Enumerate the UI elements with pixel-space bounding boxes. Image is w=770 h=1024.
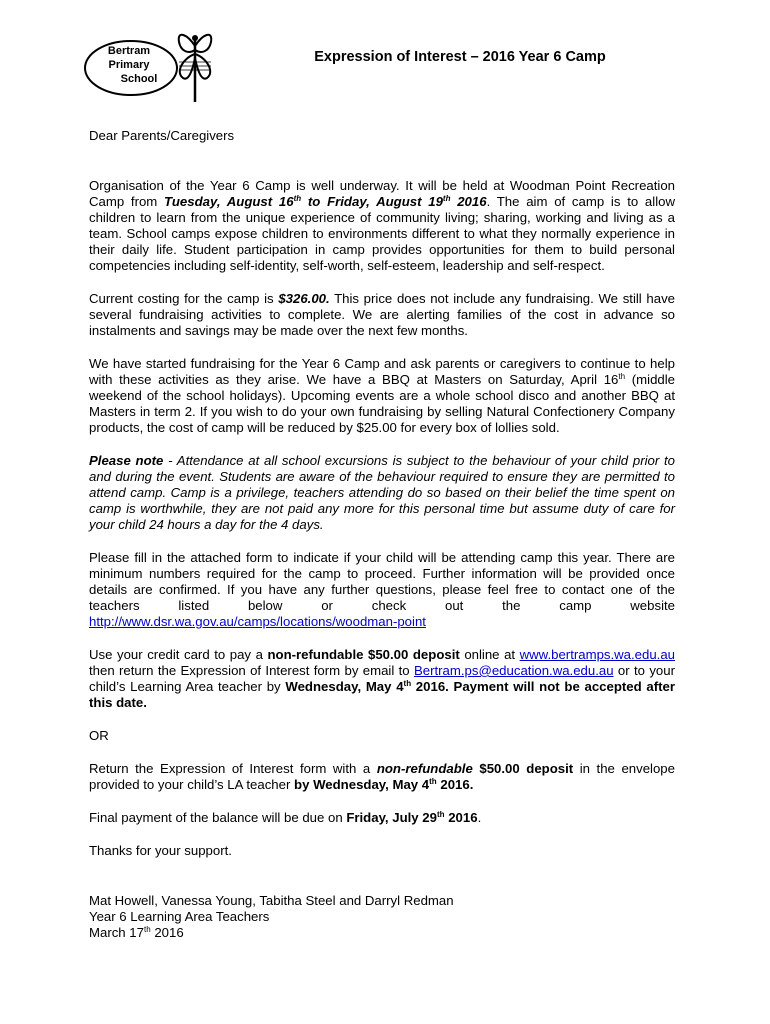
paragraph-text: (middle weekend of the school holidays). Upcoming events are a whole school disco and another BBQ at Masters in term 2. If you wish to do your own fundraising by selling Natural Confectionery Company products, the cost of camp will be reduced by $25.00 for every box of lollies sold. (89, 372, 676, 435)
deadline-date: Wednesday, May 4 (285, 679, 404, 694)
paragraph-fundraising (89, 356, 675, 436)
paragraph-text: Final payment of the balance will be due on (89, 810, 347, 825)
paragraph-final-payment (89, 810, 675, 826)
camp-start-date: Tuesday, August 16 (164, 194, 294, 209)
paragraph-text: Organisation of the Year 6 Camp is well underway. It will be held at Woodman Point Recreation Camp from (89, 178, 675, 209)
ordinal-suffix: th (618, 372, 626, 381)
letter-body (89, 128, 675, 941)
paragraph-text: This price does not include any fundraising. We still have several fundraising activities to complete. We are alerting families of the cost in advance so instalments and savings may be made over the next few months. (89, 291, 676, 338)
thanks-line: Thanks for your support. (89, 843, 232, 858)
page-title: Expression of Interest – 2016 Year 6 Camp (314, 49, 606, 65)
camp-website-line (89, 614, 675, 630)
paragraph-text: Return the Expression of Interest form with a (89, 761, 377, 776)
paragraph-text: Please fill in the attached form to indicate if your child will be attending camp this year. There are minimum numbers required for the camp to proceed. Further information will be provided once details are confirmed. If you have any further questions, please feel free to contact one of the teachers listed below or check out the camp website (89, 550, 675, 613)
paragraph-attached-form (89, 550, 675, 614)
or-separator: OR (89, 728, 109, 743)
please-note-text: - Attendance at all school excursions is subject to the behaviour of your child prior to and during the event. Students are aware of the behaviour required to ensure they are permitted to attend camp. Camp is a privilege, teachers attending do so based on their belief the time spent on camp is worthwhile, they are not paid any more for this personal time but assume duty of care for your child 24 hours a day for the 4 days. (89, 453, 675, 532)
camp-end-date: to Friday, August 19 (301, 194, 443, 209)
camp-website-link[interactable]: http://www.dsr.wa.gov.au/camps/locations/woodman-point (89, 614, 426, 629)
signature-names: Mat Howell, Vanessa Young, Tabitha Steel and Darryl Redman (89, 893, 454, 908)
paragraph-text: . The aim of camp is to allow children to learn from the unique experience of community living; sharing, working and living as a team. School camps expose children to environments different to what they normally experience in their daily life. Student participation in camp provides opportunities for them to build personal competencies including self-identity, self-worth, self-esteem, leadership and self-respect. (89, 194, 675, 273)
paragraph-text: We have started fundraising for the Year 6 Camp and ask parents or caregivers to continue to help with these activities as they arise. We have a BBQ at Masters on Saturday, April 16 (89, 356, 675, 387)
signature-year: 2016 (150, 925, 184, 940)
paragraph-credit-card (89, 647, 675, 711)
non-refundable-label: non-refundable (376, 761, 473, 776)
ordinal-suffix: th (403, 679, 412, 688)
school-logo (83, 32, 218, 104)
paragraph-camp-overview (89, 178, 675, 274)
deposit-amount: $50.00 deposit (472, 761, 574, 776)
paragraph-text: in the envelope provided to your child’s LA teacher (89, 761, 675, 792)
ordinal-suffix: th (143, 925, 151, 934)
signature-role: Year 6 Learning Area Teachers (89, 909, 270, 924)
final-payment-year: 2016 (444, 810, 478, 825)
logo-line-2: Primary (108, 59, 150, 71)
camp-year: 2016 (450, 194, 487, 209)
signature-date-text: March 17 (89, 925, 144, 940)
paragraph-text: Use your credit card to pay a (89, 647, 268, 662)
please-note-label: Please note (89, 453, 164, 468)
paragraph-text: . (477, 810, 482, 825)
final-payment-date: Friday, July 29 (346, 810, 437, 825)
deadline-note: 2016. Payment will not be accepted after this date. (89, 679, 675, 710)
paragraph-please-note (89, 453, 675, 533)
paragraph-text: online at (459, 647, 520, 662)
school-website-link[interactable]: www.bertramps.wa.edu.au (519, 647, 676, 662)
paragraph-envelope (89, 761, 675, 793)
deadline-date: by Wednesday, May 4 (294, 777, 430, 792)
paragraph-text: then return the Expression of Interest form by email to (89, 663, 414, 678)
dragonfly-logo-icon (83, 32, 218, 104)
deadline-year: 2016. (436, 777, 474, 792)
paragraph-costing (89, 291, 675, 339)
ordinal-suffix: th (293, 194, 302, 203)
paragraph-text: or to your child’s Learning Area teacher by (89, 663, 675, 694)
logo-line-1: Bertram (107, 45, 151, 57)
ordinal-suffix: th (442, 194, 451, 203)
camp-cost: $326.00. (278, 291, 330, 306)
paragraph-text: Current costing for the camp is (89, 291, 279, 306)
ordinal-suffix: th (436, 810, 445, 819)
logo-line-3: School (120, 73, 158, 85)
ordinal-suffix: th (429, 777, 437, 786)
greeting: Dear Parents/Caregivers (89, 128, 235, 143)
deposit-amount: non-refundable $50.00 deposit (267, 647, 460, 662)
school-email-link[interactable]: Bertram.ps@education.wa.edu.au (413, 663, 614, 678)
signature-date (89, 925, 675, 941)
